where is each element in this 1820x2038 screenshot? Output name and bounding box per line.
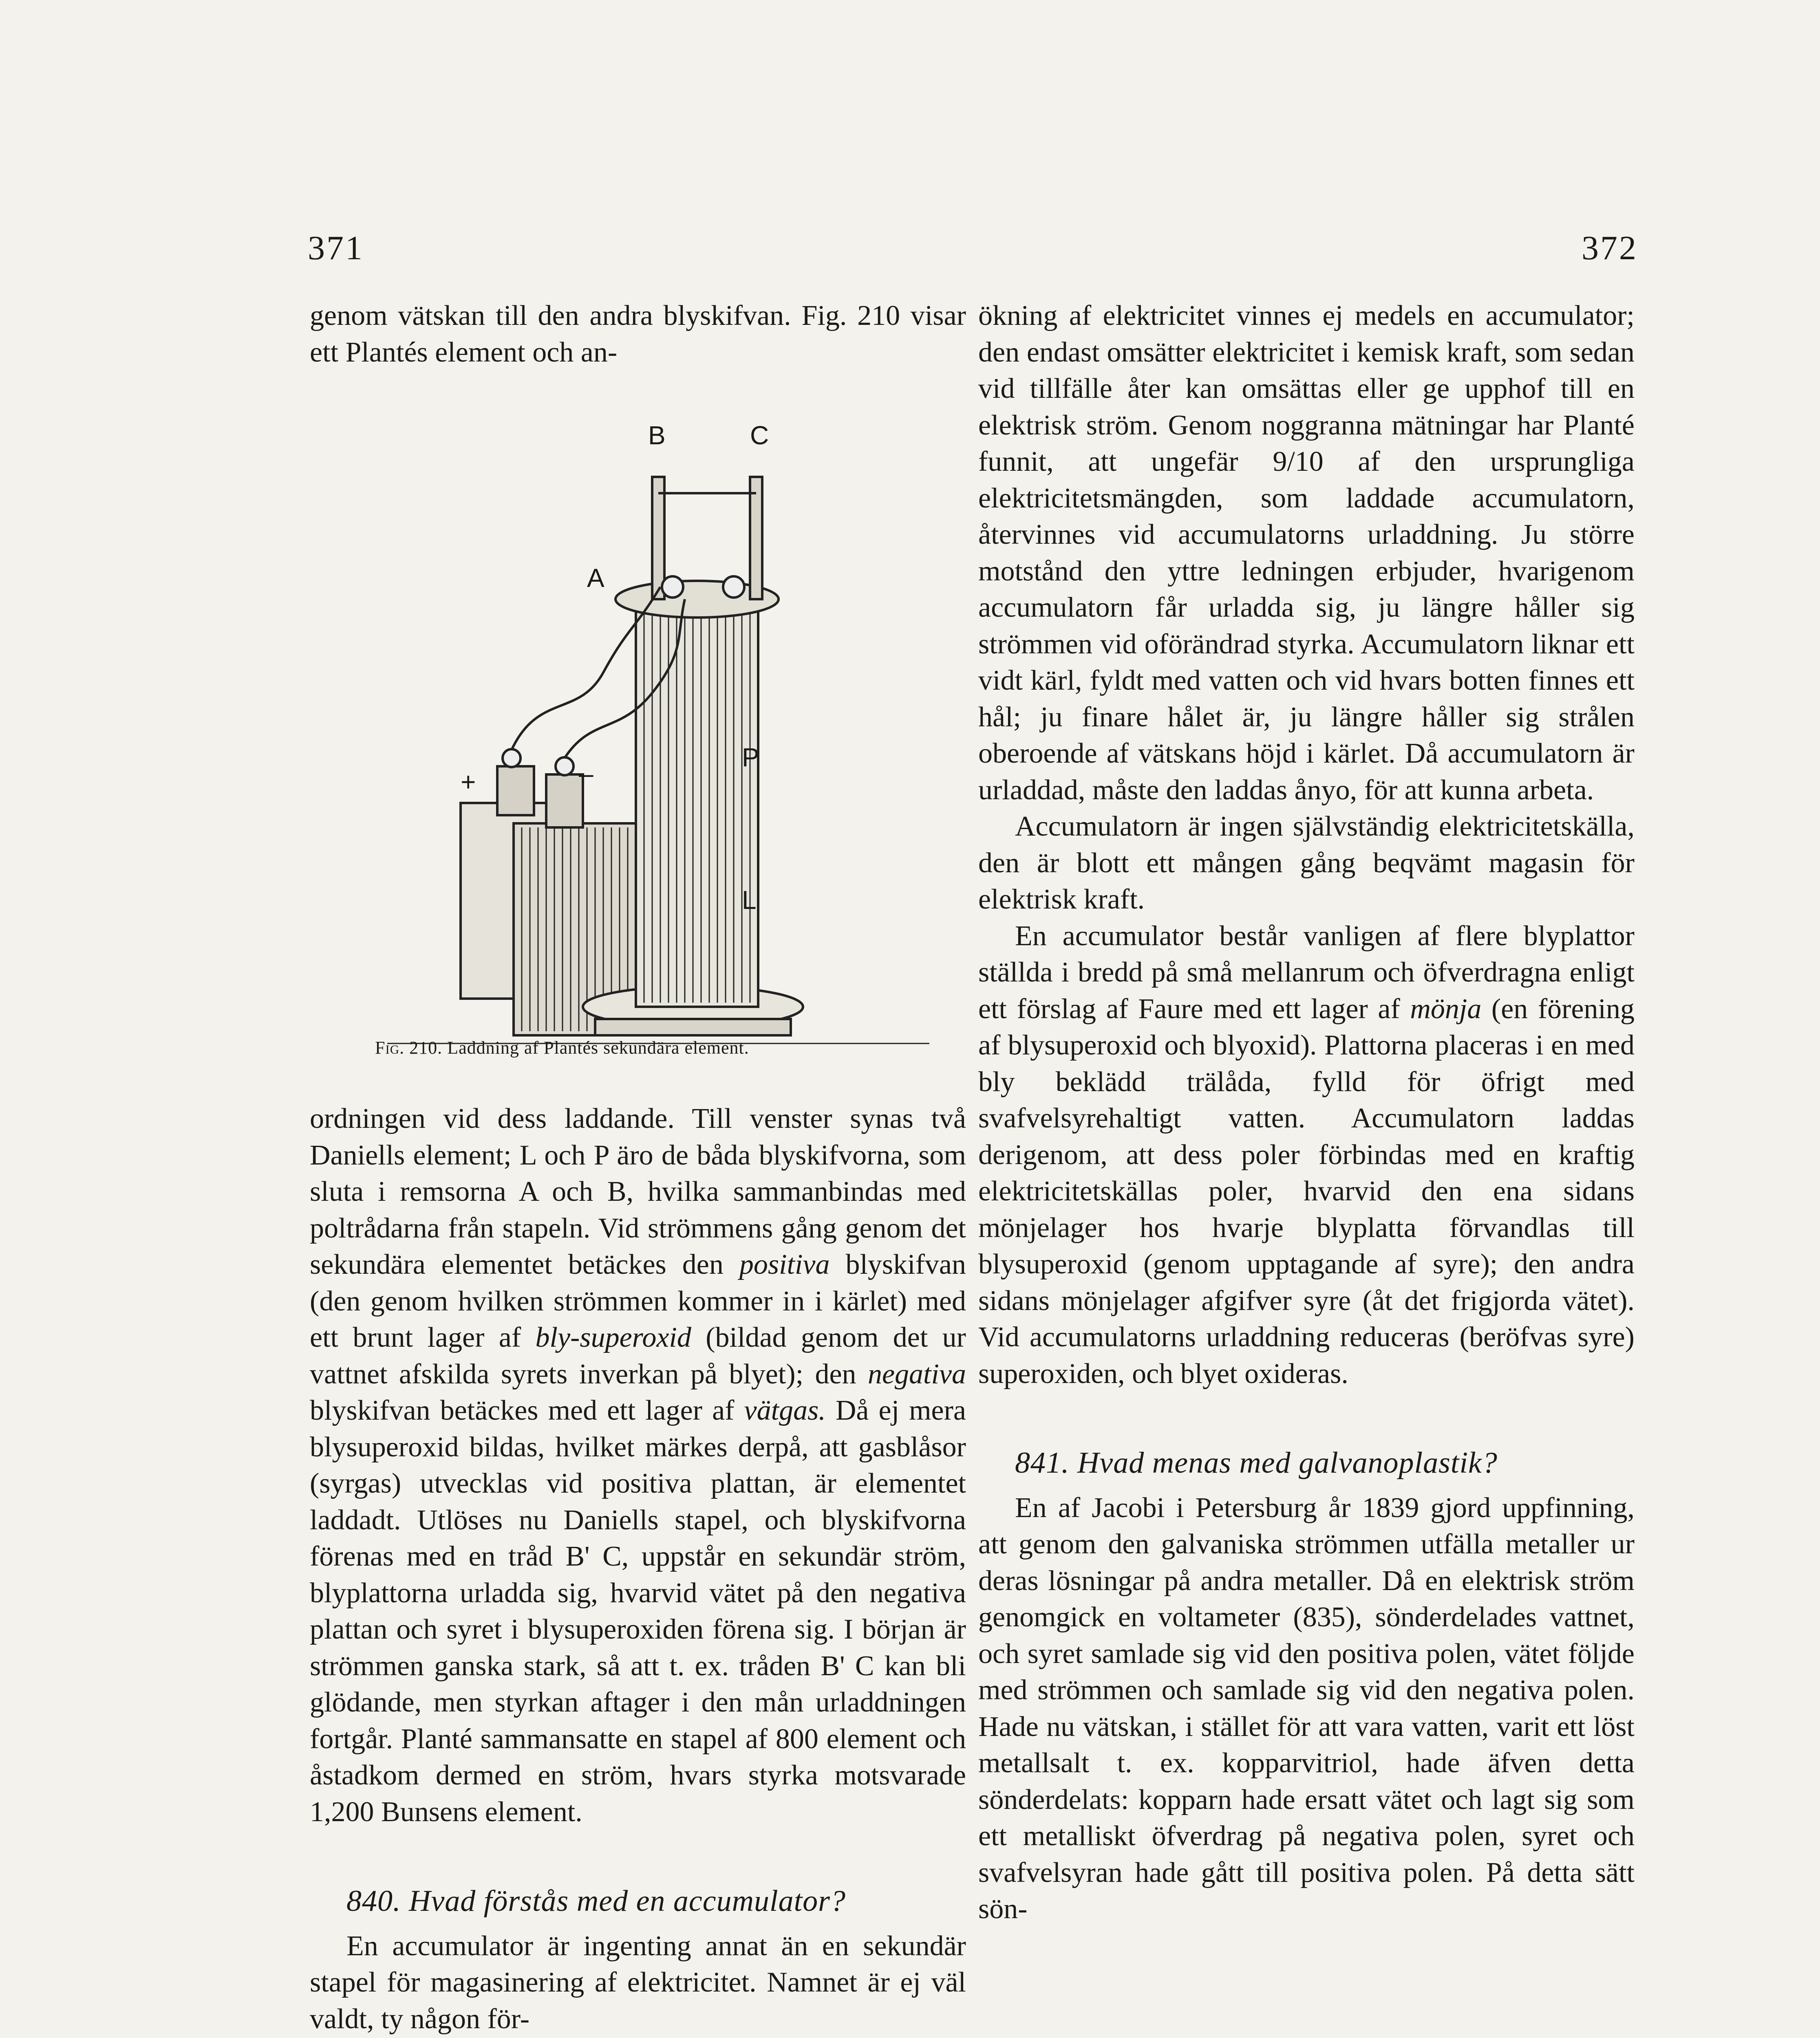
left-page-number: 371 <box>308 229 364 267</box>
figure-label-plus: + <box>461 767 476 796</box>
right-page-number: 372 <box>1582 229 1638 267</box>
left-body <box>310 1101 966 2037</box>
plante-cylinder <box>636 603 758 1007</box>
figure-label-c: C <box>750 421 769 450</box>
figure-label-minus: – <box>579 759 593 788</box>
plante-element-figure <box>326 408 982 1068</box>
figure-label-l: L <box>742 885 757 915</box>
left-paragraph-laddning: ordningen vid dess laddande. Till venster synas två Daniells element; L och P äro de båda blyskifvorna, som sluta i remsorna A och B, hvilka sammanbindas med poltrådarna från stapeln. Vid strömmens gång genom det sekundära elementet betäckes den positiva blyskifvan (den genom hvilken strömmen kommer in i kärlet) med ett brunt lager af bly-superoxid (bildad genom det ur vattnet afskilda syrets inverkan på blyet); den negativa blyskifvan betäckes med ett lager af vätgas. Då ej mera blysuperoxid bildas, hvilket märkes derpå, att gasblåsor (syrgas) utvecklas vid positiva plattan, är elementet laddadt. Utlöses nu Daniells stapel, och blyskifvorna förenas med en tråd B' C, uppstår en sekundär ström, blyplattorna urladda sig, hvarvid vätet på den negativa plattan och syret i blysuperoxiden förena sig. I början är strömmen ganska stark, så att t. ex. tråden B' C kan bli glödande, men styrkan aftager i den mån urladdningen fortgår. Planté sammansatte en stapel af 800 element och åstadkom dermed en ström, hvars styrka motsvarade 1,200 Bunsens element. <box>310 1103 966 1828</box>
left-paragraph-accumulator: En accumulator är ingenting annat än en sekundär stapel för magasinering af elektricitet. Namnet är ej väl valdt, ty någon för- <box>310 1930 966 2035</box>
section-heading-841: 841. Hvad menas med galvanoplastik? <box>1015 1446 1498 1480</box>
right-paragraph-3: En accumulator består vanligen af flere blyplattor ställda i bredd på små mellanrum och öfverdragna enligt ett förslag af Faure med ett lager af mönja (en förening af blysuperoxid och blyoxid). Plattorna placeras i en med bly beklädd trälåda, fylld för öfrigt med svafvelsyrehaltigt vatten. Accumulatorn laddas derigenom, att dess poler förbindas med en kraftig elektricitetskällas poler, hvarvid den ena sidans mönjelager hos hvarje blyplatta förvandlas till blysuperoxid (genom upptagande af syre); den andra sidans mönjelager afgifver syre (åt det frigjorda vätet). Vid accumulatorns urladdning reduceras (beröfvas syre) superoxiden, och blyet oxideras. <box>978 920 1635 1390</box>
left-intro-paragraph: genom vätskan till den andra blyskifvan. Fig. 210 visar ett Plantés element och an- <box>310 300 966 368</box>
left-top-text <box>310 298 966 371</box>
figure-label-b: B <box>648 421 666 450</box>
right-body <box>978 298 1635 1928</box>
figure-caption-number: Fig. 210. <box>375 1038 443 1058</box>
right-paragraph-1: ökning af elektricitet vinnes ej medels en accumulator; den endast omsätter elektricitet i kemisk kraft, som sedan vid tillfälle åter kan omsättas eller ge upphof till en elektrisk ström. Genom noggranna mätningar har Planté funnit, att ungefär 9/10 af den ursprungliga elektricitetsmängden, som laddade accumulatorn, återvinnes vid accumulatorns urladdning. Ju större motstånd den yttre ledningen erbjuder, hvarigenom accumulatorn får urladda sig, ju längre håller sig strömmen vid oförändrad styrka. Accumulatorn liknar ett vidt kärl, fyldt med vatten och vid hvars botten finnes ett hål; ju finare hålet är, ju längre håller sig strålen oberoende af vätskans höjd i kärlet. Då accumulatorn är urladdad, måste den laddas ånyo, för att kunna arbeta. <box>978 300 1635 806</box>
section-heading-840: 840. Hvad förstås med en accumulator? <box>346 1884 846 1918</box>
right-paragraph-galvanoplastik: En af Jacobi i Petersburg år 1839 gjord uppfinning, att genom den galvaniska strömmen utfälla metaller ur deras lösningar på andra metaller. Då en elektrisk ström genomgick en voltameter (835), sönderdelades vattnet, och syret samlade sig vid den positiva polen, vätet följde med strömmen och samlade sig vid den negativa polen. Hade nu vätskan, i stället för att vara vatten, varit ett löst metallsalt t. ex. kopparvitriol, hade äfven detta sönderdelats: kopparn hade ersatt vätet och lagt sig som ett metalliskt öfverdrag på negativa polen, syret och svafvelsyran hade gått till positiva polen. På detta sätt sön- <box>978 1492 1635 1925</box>
figure-caption-text: Laddning af Plantés sekundära element. <box>447 1038 749 1058</box>
figure-label-p: P <box>742 743 759 772</box>
right-paragraph-2: Accumulatorn är ingen självständig elektricitetskälla, den är blott ett mången gång beqvämt magasin för elektrisk kraft. <box>978 811 1635 915</box>
figure-label-a: A <box>587 563 604 593</box>
figure-caption <box>375 1037 749 1058</box>
